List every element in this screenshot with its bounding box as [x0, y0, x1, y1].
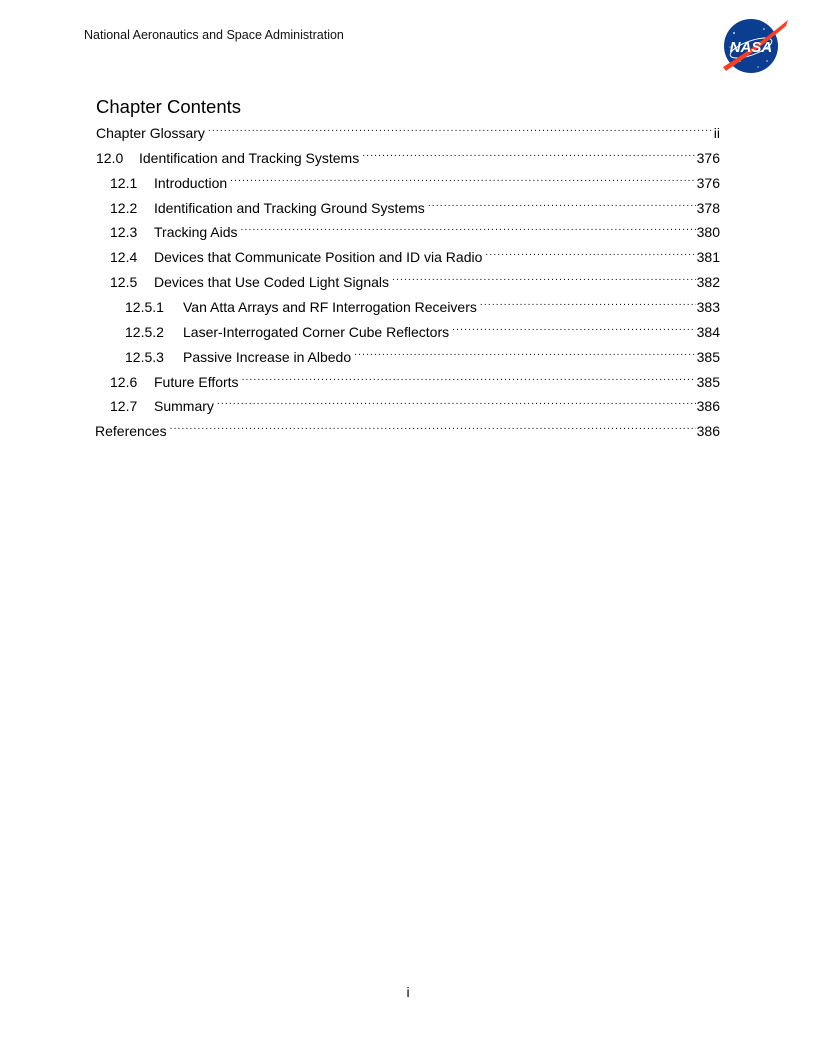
- toc-dot-leader: [241, 217, 696, 237]
- toc-entry-number: 12.5: [110, 274, 138, 290]
- toc-entry[interactable]: [110, 242, 720, 265]
- toc-dot-leader: [392, 267, 696, 287]
- toc-entry-number: 12.5.1: [125, 299, 164, 315]
- toc-entry-page: 385: [696, 374, 720, 390]
- toc-dot-leader: [485, 242, 695, 262]
- toc-dot-leader: [217, 391, 696, 411]
- toc-entry-page: 376: [696, 150, 720, 166]
- toc-entry-title: Introduction: [154, 175, 228, 191]
- toc-entry[interactable]: [96, 118, 720, 141]
- toc-entry[interactable]: [125, 292, 720, 315]
- toc-dot-leader: [480, 292, 696, 312]
- toc-dot-leader: [428, 193, 696, 213]
- toc-entry-page: 386: [696, 398, 720, 414]
- toc-dot-leader: [452, 317, 696, 337]
- toc-entry[interactable]: [110, 193, 720, 216]
- toc-entry-title: Van Atta Arrays and RF Interrogation Receivers: [183, 299, 477, 315]
- toc-entry-title: Devices that Communicate Position and ID via Radio: [154, 249, 483, 265]
- toc-entry-number: 12.4: [110, 249, 138, 265]
- toc-dot-leader: [170, 416, 696, 436]
- page-number: i: [406, 984, 410, 1000]
- toc-entry-title: References: [95, 423, 167, 439]
- toc-entry-page: 384: [696, 324, 720, 340]
- toc-entry-number: 12.2: [110, 200, 138, 216]
- toc-entry[interactable]: [110, 168, 720, 191]
- toc-entry-title: Chapter Glossary: [96, 125, 205, 141]
- toc-dot-leader: [354, 342, 696, 362]
- toc-entry-title: Laser-Interrogated Corner Cube Reflectors: [183, 324, 450, 340]
- toc-entry[interactable]: [125, 317, 720, 340]
- toc-entry-page: 380: [696, 224, 720, 240]
- toc-entry-page: 386: [696, 423, 720, 439]
- nasa-logo-text: NASA: [729, 39, 773, 56]
- toc-entry-number: 12.6: [110, 374, 138, 390]
- toc-dot-leader: [230, 168, 695, 188]
- toc-entry-number: 12.5.3: [125, 349, 164, 365]
- toc-entry[interactable]: [125, 342, 720, 365]
- toc-entry-page: 376: [696, 175, 720, 191]
- toc-entry-title: Tracking Aids: [154, 224, 238, 240]
- toc-entry-page: ii: [713, 125, 720, 141]
- toc-entry-page: 378: [696, 200, 720, 216]
- toc-entry-title: Identification and Tracking Ground Systems: [154, 200, 425, 216]
- toc-entry[interactable]: [95, 416, 720, 439]
- toc-entry-number: 12.7: [110, 398, 138, 414]
- toc-entry[interactable]: [110, 217, 720, 240]
- toc-entry-title: Future Efforts: [154, 374, 239, 390]
- toc-entry-number: 12.0: [96, 150, 124, 166]
- agency-header: National Aeronautics and Space Administration: [84, 28, 344, 42]
- chapter-contents-title: Chapter Contents: [96, 96, 242, 117]
- toc-entry-number: 12.1: [110, 175, 138, 191]
- toc-entry[interactable]: [96, 143, 720, 166]
- toc-entry[interactable]: [110, 367, 720, 390]
- toc-entry-page: 381: [696, 249, 720, 265]
- toc-entry-title: Summary: [154, 398, 214, 414]
- nasa-meatball-icon: [720, 17, 790, 75]
- toc-entry-page: 382: [696, 274, 720, 290]
- toc-dot-leader: [242, 367, 696, 387]
- toc-entry-number: 12.5.2: [125, 324, 164, 340]
- toc-entry-title: Identification and Tracking Systems: [139, 150, 360, 166]
- toc-entry-title: Devices that Use Coded Light Signals: [154, 274, 390, 290]
- nasa-logo: [720, 17, 790, 75]
- toc-entry-page: 385: [696, 349, 720, 365]
- toc-entry-number: 12.3: [110, 224, 138, 240]
- toc-entry-title: Passive Increase in Albedo: [183, 349, 352, 365]
- toc-dot-leader: [362, 143, 695, 163]
- toc-entry[interactable]: [110, 267, 720, 290]
- toc-entry-page: 383: [696, 299, 720, 315]
- toc-dot-leader: [208, 118, 713, 138]
- toc-entry[interactable]: [110, 391, 720, 414]
